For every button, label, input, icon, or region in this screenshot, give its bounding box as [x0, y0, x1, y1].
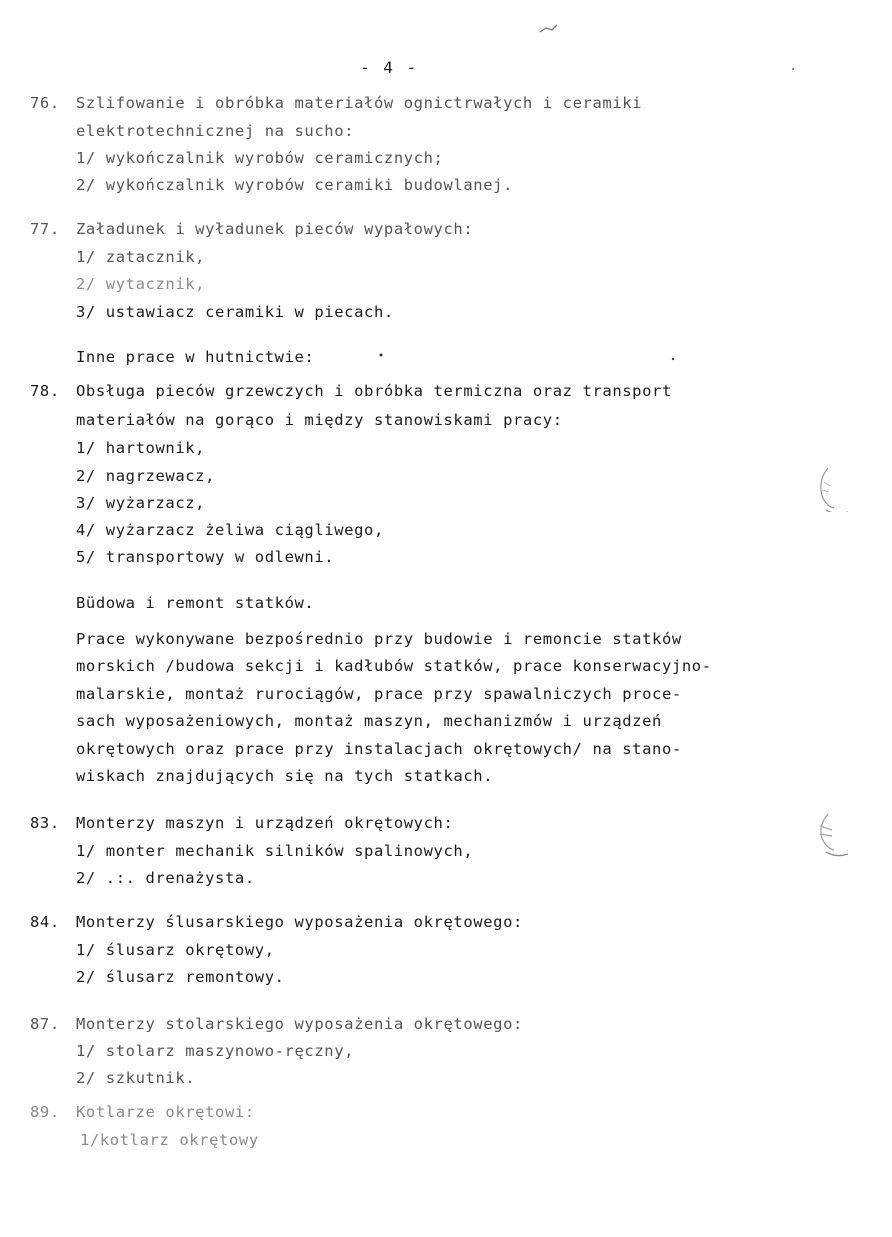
section-title: Kotlarze okrętowi:: [76, 1103, 255, 1121]
section-87-heading: [30, 1015, 523, 1033]
section-title: Monterzy ślusarskiego wyposażenia okrętowego:: [76, 913, 523, 931]
paragraph-line: malarskie, montaż rurociągów, prace przy spawalniczych proce-: [76, 685, 682, 703]
section-title-continuation: elektrotechnicznej na sucho:: [76, 122, 355, 140]
section-83-heading: [30, 814, 453, 832]
section-84-heading: [30, 913, 523, 931]
list-item: 3/ ustawiacz ceramiki w piecach.: [76, 303, 394, 321]
list-item: 1/ hartownik,: [76, 439, 206, 457]
section-title: Monterzy maszyn i urządzeń okrętowych:: [76, 814, 454, 832]
section-76-heading: [30, 94, 642, 112]
subheading-hutnictwo: Inne prace w hutnictwie:: [76, 348, 315, 366]
section-78-heading: [30, 382, 672, 400]
section-title: Monterzy stolarskiego wyposażenia okrętowego:: [76, 1015, 523, 1033]
list-item: 2/ .:. drenażysta.: [76, 869, 255, 887]
section-number: 84.: [30, 913, 60, 931]
list-item: 5/ transportowy w odlewni.: [76, 548, 335, 566]
section-number: 77.: [30, 220, 60, 238]
section-number: 83.: [30, 814, 60, 832]
list-item: 3/ wyżarzacz,: [76, 494, 206, 512]
section-title: Załadunek i wyładunek pieców wypałowych:: [76, 220, 474, 238]
ink-mark: [538, 22, 560, 36]
list-item: 4/ wyżarzacz żeliwa ciągliwego,: [76, 521, 384, 539]
punch-hole-mark: [812, 808, 852, 858]
list-item: 2/ wykończalnik wyrobów ceramiki budowlanej.: [76, 176, 513, 194]
section-number: 78.: [30, 382, 60, 400]
list-item: 1/kotlarz okrętowy: [80, 1131, 259, 1149]
section-number: 89.: [30, 1103, 60, 1121]
punch-hole-mark: [812, 462, 852, 512]
section-77-heading: [30, 220, 473, 238]
paragraph-line: okrętowych oraz prace przy instalacjach okrętowych/ na stano-: [76, 740, 682, 758]
list-item: 1/ ślusarz okrętowy,: [76, 941, 275, 959]
paragraph-line: morskich /budowa sekcji i kadłubów statków, prace konserwacyjno-: [76, 657, 712, 675]
section-number: 76.: [30, 94, 60, 112]
stray-dot: [378, 352, 384, 358]
list-item: 1/ monter mechanik silników spalinowych,: [76, 842, 474, 860]
list-item: 1/ zatacznik,: [76, 248, 206, 266]
list-item: 2/ nagrzewacz,: [76, 467, 216, 485]
paragraph-line: wiskach znajdujących się na tych statkach.: [76, 767, 494, 785]
paragraph-line: sach wyposażeniowych, montaż maszyn, mechanizmów i urządzeń: [76, 712, 662, 730]
list-item: 2/ wytacznik,: [76, 275, 206, 293]
section-title-continuation: materiałów na gorąco i między stanowiskami pracy:: [76, 411, 563, 429]
page-number: - 4 -: [360, 58, 419, 77]
section-89-heading: [30, 1103, 255, 1121]
stray-dot: [790, 66, 796, 72]
list-item: 1/ stolarz maszynowo-ręczny,: [76, 1042, 355, 1060]
section-number: 87.: [30, 1015, 60, 1033]
list-item: 2/ ślusarz remontowy.: [76, 968, 285, 986]
section-title: Obsługa pieców grzewczych i obróbka termiczna oraz transport: [76, 382, 672, 400]
subheading-statki: Büdowa i remont statków.: [76, 594, 315, 612]
list-item: 2/ szkutnik.: [76, 1069, 196, 1087]
paragraph-line: Prace wykonywane bezpośrednio przy budowie i remoncie statków: [76, 630, 682, 648]
list-item: 1/ wykończalnik wyrobów ceramicznych;: [76, 149, 444, 167]
section-title: Szlifowanie i obróbka materiałów ognictrwałych i ceramiki: [76, 94, 643, 112]
stray-dot: [670, 356, 676, 362]
